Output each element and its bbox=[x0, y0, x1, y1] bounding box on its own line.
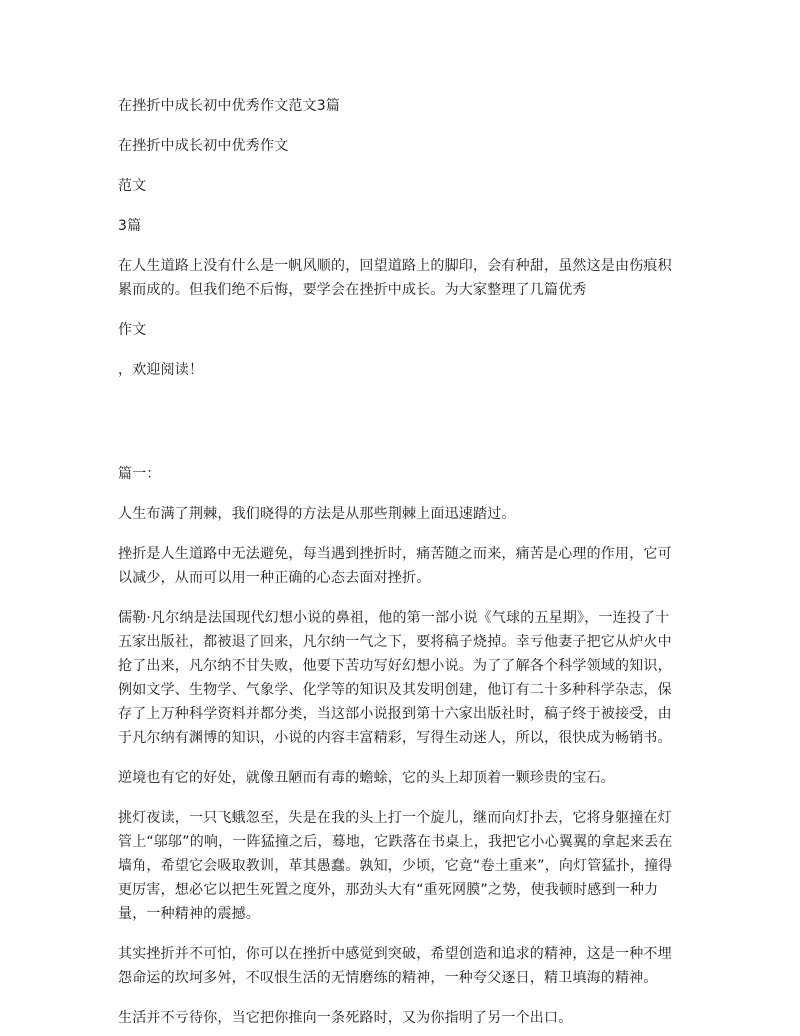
section-heading: 篇一： bbox=[118, 466, 161, 482]
body-paragraph-4: 逆境也有它的好处，就像丑陋而有毒的蟾蜍，它的头上却顶着一颗珍贵的宝石。 bbox=[118, 770, 615, 786]
intro-paragraph: 在人生道路上没有什么是一帆风顺的，回望道路上的脚印，会有种甜，虽然这是由伤痕积累而成的。但我们绝不后悔，要学会在挫折中成长。为大家整理了几篇优秀 bbox=[118, 258, 672, 298]
body-paragraph-5: 挑灯夜读，一只飞蛾忽至，失是在我的头上打一个旋儿，继而向灯扑去，它将身躯撞在灯管上“邬邬”的响，一阵猛撞之后，蓦地，它跌落在书桌上，我把它小心翼翼的拿起来丢在墙角，希望它会吸取教训，革其愚蠢。孰知，少顷，它竟“卷土重来”，向灯管猛扑，撞得更厉害，想必它以把生死置之度外，那劲头大有“重死网膜”之势，使我顿时感到一种力量，一种精神的震撼。 bbox=[118, 810, 673, 922]
body-paragraph-6: 其实挫折并不可怕，你可以在挫折中感觉到突破，希望创造和追求的精神，这是一种不埋怨命运的坎坷多舛，不叹恨生活的无情磨练的精神，一种夸父逐日，精卫填海的精神。 bbox=[118, 946, 672, 986]
document-title: 在挫折中成长初中优秀作文范文3篇 bbox=[118, 98, 341, 114]
body-paragraph-2: 挫折是人生道路中无法避免，每当遇到挫折时，痛苦随之而来，痛苦是心理的作用，它可以减少，从而可以用一种正确的心态去面对挫折。 bbox=[118, 546, 672, 586]
line-fanwen: 范文 bbox=[118, 178, 147, 194]
line-zuowen: 作文 bbox=[118, 322, 147, 338]
line-3pian: 3篇 bbox=[118, 218, 142, 234]
line-welcome: ，欢迎阅读！ bbox=[118, 362, 204, 378]
document-subtitle: 在挫折中成长初中优秀作文 bbox=[118, 138, 289, 154]
document-page bbox=[118, 94, 683, 1030]
body-paragraph-7: 生活并不亏待你，当它把你推向一条死路时，又为你指明了另一个出口。 bbox=[118, 1010, 573, 1026]
body-paragraph-1: 人生布满了荆棘，我们晓得的方法是从那些荆棘上面迅速踏过。 bbox=[118, 506, 516, 522]
body-paragraph-3: 儒勒·凡尔纳是法国现代幻想小说的鼻祖，他的第一部小说《气球的五星期》，一连投了十五家出版社，都被退了回来，凡尔纳一气之下，要将稿子烧掉。幸亏他妻子把它从炉火中抢了出来，凡尔纳不甘失败，他要下苦功写好幻想小说。为了了解各个科学领域的知识，例如文学、生物学、气象学、化学等的知识及其发明创建，他订有二十多种科学杂志，保存了上万种科学资料并都分类，当这部小说报到第十六家出版社时，稿子终于被接受，由于凡尔纳有渊博的知识，小说的内容丰富精彩，写得生动迷人，所以，很快成为畅销书。 bbox=[118, 610, 672, 746]
